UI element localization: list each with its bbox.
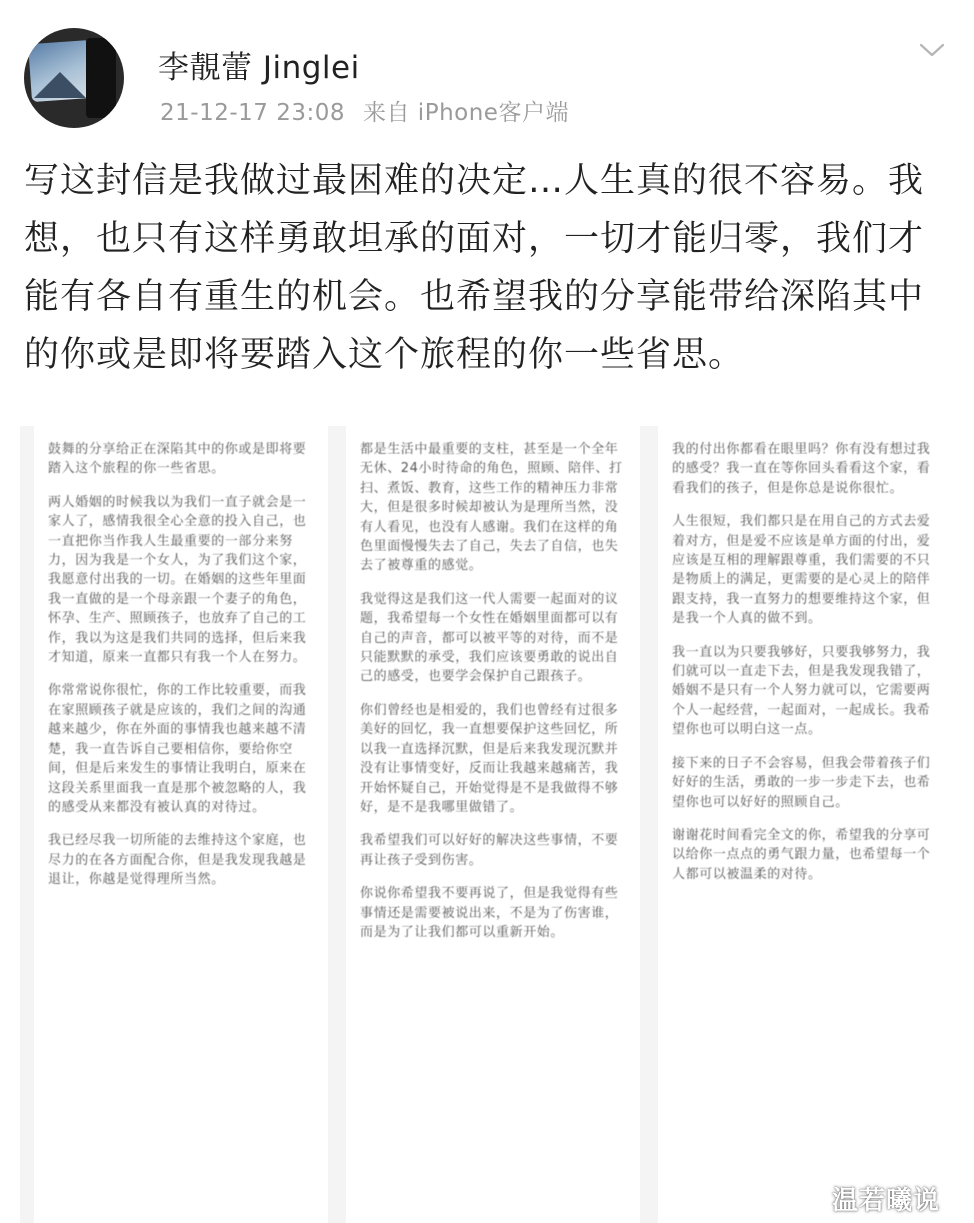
letter-column-2 <box>346 426 640 1223</box>
letter-paragraph: 都是生活中最重要的支柱，甚至是一个全年无休、24小时待命的角色，照顾、陪伴、打扫、煮饭、教育，这些工作的精神压力非常大，但是很多时候却被认为是理所当然，没有人看见，也没有人感谢。我们在这样的角色里面慢慢失去了自己，失去了自信，也失去了被尊重的感觉。 <box>360 442 623 574</box>
chevron-down-icon[interactable] <box>918 40 946 60</box>
post-source[interactable]: 来自 iPhone客户端 <box>363 100 569 126</box>
letter-paragraph: 你说你希望我不要再说了，但是我觉得有些事情还是需要被说出来，不是为了伤害谁，而是为了让我们都可以重新开始。 <box>360 886 619 940</box>
letter-paragraph: 你常常说你很忙，你的工作比较重要，而我在家照顾孩子就是应该的，我们之间的沟通越来越少，你在外面的事情我也越来越不清楚，我一直告诉自己要相信你，要给你空间，但是后来发生的事情让我明白，原来在这段关系里面我一直是那个被忽略的人，我的感受从来都没有被认真的对待过。 <box>48 683 307 815</box>
post-header <box>0 0 974 140</box>
letter-column-3 <box>658 426 954 1223</box>
letter-paragraph: 接下来的日子不会容易，但我会带着孩子们好好的生活，勇敢的一步一步走下去，也希望你也可以好好的照顾自己。 <box>672 755 931 810</box>
post-time: 21-12-17 23:08 <box>160 100 345 126</box>
watermark: 温若曦说 <box>831 1186 940 1216</box>
author-name[interactable]: 李靚蕾 Jinglei <box>158 50 360 86</box>
letter-paragraph: 我已经尽我一切所能的去维持这个家庭，也尽力的在各方面配合你，但是我发现我越是退让，你越是觉得理所当然。 <box>48 833 307 888</box>
letter-paragraph: 我觉得这是我们这一代人需要一起面对的议题，我希望每一个女性在婚姻里面都可以有自己的声音，都可以被平等的对待，而不是只能默默的承受，我们应该要勇敢的说出自己的感受，也要学会保护自己跟孩子。 <box>360 591 619 685</box>
letter-paragraph: 谢谢花时间看完全文的你，希望我的分享可以给你一点点的勇气跟力量，也希望每一个人都可以被温柔的对待。 <box>672 827 931 882</box>
post-meta <box>160 94 587 127</box>
avatar-photo-mountain <box>34 72 86 98</box>
letter-paragraph: 你们曾经也是相爱的，我们也曾经有过很多美好的回忆，我一直想要保护这些回忆，所以我一直选择沉默，但是后来我发现沉默并没有让事情变好，反而让我越来越痛苦，我开始怀疑自己，开始觉得是不是我做得不够好，是不是我哪里做错了。 <box>360 702 619 815</box>
avatar-photo-frame <box>86 38 116 118</box>
letter-paragraph: 人生很短，我们都只是在用自己的方式去爱着对方，但是爱不应该是单方面的付出，爱应该是互相的理解跟尊重，我们需要的不只是物质上的满足，更需要的是心灵上的陪伴跟支持，我一直努力的想要维持这个家，但是我一个人真的做不到。 <box>672 514 931 627</box>
letter-paragraph: 鼓舞的分享给正在深陷其中的你或是即将要踏入这个旅程的你一些省思。 <box>48 442 307 477</box>
letter-paragraph: 我的付出你都看在眼里吗？你有没有想过我的感受？我一直在等你回头看看这个家，看看我们的孩子，但是你总是说你很忙。 <box>672 442 931 496</box>
letter-paragraph: 我希望我们可以好好的解决这些事情，不要再让孩子受到伤害。 <box>360 833 619 868</box>
avatar[interactable] <box>24 28 124 128</box>
letter-column-1 <box>34 426 328 1223</box>
letter-paragraph: 两人婚姻的时候我以为我们一直子就会是一家人了，感情我很全心全意的投入自己，也一直把你当作我人生最重要的一部分来努力，因为我是一个女人，为了我们这个家，我愿意付出我的一切。在婚姻的这些年里面我一直做的是一个母亲跟一个妻子的角色，怀孕、生产、照顾孩子，也放弃了自己的工作，我以为这是我们共同的选择，但后来我才知道，原来一直都只有我一个人在努力。 <box>48 494 307 666</box>
post-text: 写这封信是我做过最困难的决定…人生真的很不容易。我想，也只有这样勇敢坦承的面对，一切才能归零，我们才能有各自有重生的机会。也希望我的分享能带给深陷其中的你或是即将要踏入这个旅程的你一些省思。 <box>24 161 925 375</box>
letter-image[interactable] <box>20 426 954 1223</box>
letter-paragraph: 我一直以为只要我够好，只要我够努力，我们就可以一直走下去，但是我发现我错了，婚姻不是只有一个人努力就可以，它需要两个人一起经营，一起面对，一起成长。我希望你也可以明白这一点。 <box>672 644 931 738</box>
